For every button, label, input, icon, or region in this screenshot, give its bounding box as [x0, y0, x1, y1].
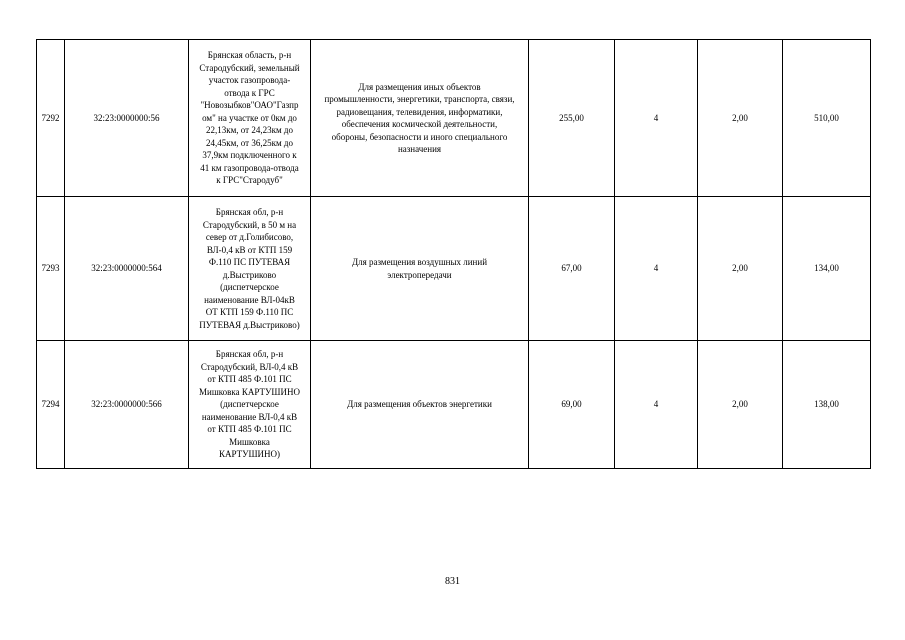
row-number: 7294: [37, 341, 65, 469]
address-text: Брянская обл, р-н Стародубский, ВЛ-0,4 кВ от КТП 485 Ф.101 ПС Мишковка КАРТУШИНО (диспетчерское наименование ВЛ-0,4 кВ от КТП 485 Ф.101 ПС Мишковка КАРТУШИНО): [199, 349, 300, 460]
usage-cell: [311, 40, 529, 197]
sum-cell: 134,00: [783, 197, 871, 341]
usage-text: Для размещения воздушных линий электропередачи: [351, 257, 488, 280]
cadastral-number: 32:23:0000000:564: [65, 197, 189, 341]
area-cell: 67,00: [529, 197, 615, 341]
address-text: Брянская область, р-н Стародубский, земельный участок газопровода- отвода к ГРС "Новозыбков"ОАО"Газпр ом" на участке от 0км до 22,13км, от 24,23км до 24,45км, от 36,25км до 37,9км подключенного к 41 км газопровода-отвода к ГРС"Стародуб": [199, 50, 300, 186]
cadastral-table: [36, 39, 871, 469]
address-text: Брянская обл, р-н Стародубский, в 50 м на север от д.Голибисово, ВЛ-0,4 кВ от КТП 159 Ф.110 ПС ПУТЕВАЯ д.Выстриково (диспетчерское наименование ВЛ-04кВ ОТ КТП 159 Ф.110 ПС ПУТЕВАЯ д.Выстриково): [199, 207, 300, 330]
sum-cell: 510,00: [783, 40, 871, 197]
row-number: 7292: [37, 40, 65, 197]
cadastral-number: 32:23:0000000:56: [65, 40, 189, 197]
rate-cell: 2,00: [698, 40, 783, 197]
row-number: 7293: [37, 197, 65, 341]
sum-cell: 138,00: [783, 341, 871, 469]
cadastral-number: 32:23:0000000:566: [65, 341, 189, 469]
group-cell: 4: [615, 40, 698, 197]
rate-cell: 2,00: [698, 341, 783, 469]
usage-text: Для размещения объектов энергетики: [347, 399, 492, 410]
group-cell: 4: [615, 197, 698, 341]
usage-cell: [311, 197, 529, 341]
table-row: [37, 341, 871, 469]
table-row: [37, 40, 871, 197]
usage-text: Для размещения иных объектов промышленности, энергетики, транспорта, связи, радиовещания, телевидения, информатики, обеспечения космической деятельности, обороны, безопасности и иного специального назначения: [324, 81, 515, 154]
area-cell: 69,00: [529, 341, 615, 469]
usage-cell: [311, 341, 529, 469]
address-cell: [189, 40, 311, 197]
address-cell: [189, 341, 311, 469]
group-cell: 4: [615, 341, 698, 469]
address-cell: [189, 197, 311, 341]
page-number: 831: [445, 576, 460, 587]
rate-cell: 2,00: [698, 197, 783, 341]
table-row: [37, 197, 871, 341]
area-cell: 255,00: [529, 40, 615, 197]
